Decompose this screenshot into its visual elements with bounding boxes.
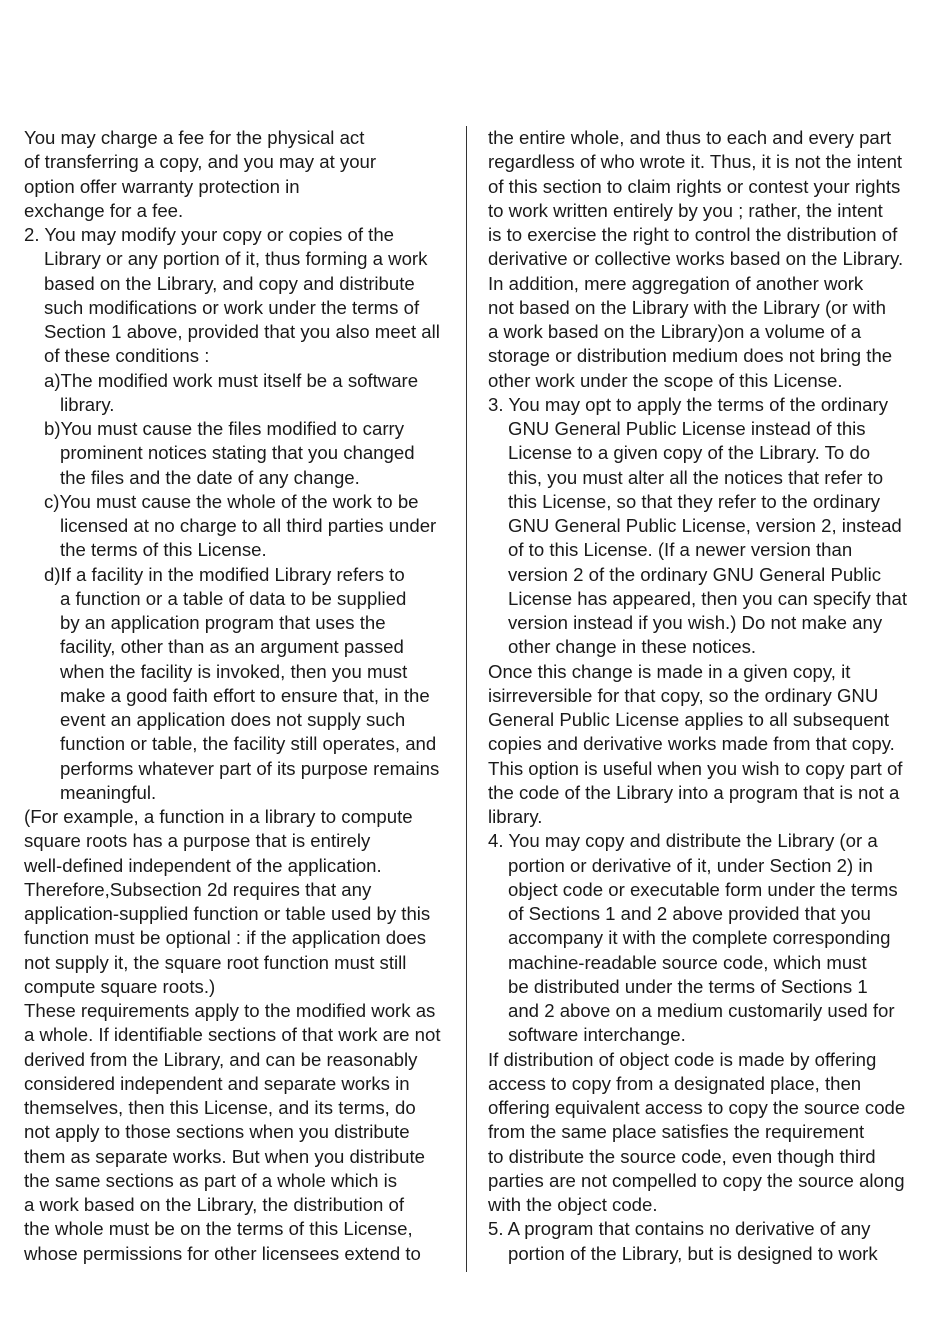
- text-line: These requirements apply to the modified work as: [24, 1000, 436, 1021]
- text-line: to work written entirely by you ; rather, the intent: [488, 199, 883, 221]
- text-line: b)You must cause the files modified to carry: [44, 418, 404, 439]
- text-line: to distribute the source code, even though third: [488, 1145, 876, 1167]
- text-line: of this section to claim rights or contest your rights: [488, 175, 901, 197]
- text-line: application-supplied function or table used by this: [24, 903, 431, 924]
- text-line: from the same place satisfies the requirement: [488, 1121, 865, 1143]
- text-line: the same sections as part of a whole which is: [24, 1169, 398, 1191]
- text-line: of to this License. (If a newer version than: [508, 539, 853, 561]
- text-line: performs whatever part of its purpose remains: [60, 757, 440, 779]
- text-line: the code of the Library into a program that is not a: [488, 781, 900, 803]
- text-line: not apply to those sections when you distribute: [24, 1121, 410, 1143]
- text-line: facility, other than as an argument passed: [60, 636, 404, 658]
- text-line: of Sections 1 and 2 above provided that you: [508, 903, 871, 924]
- column-divider: [466, 126, 467, 1272]
- text-line: 4. You may copy and distribute the Library (or a: [488, 830, 878, 852]
- text-line: function must be optional : if the application does: [24, 927, 427, 949]
- text-line: and 2 above on a medium customarily used for: [508, 1000, 895, 1021]
- text-line: be distributed under the terms of Sections 1: [508, 975, 868, 997]
- text-line: based on the Library, and copy and distribute: [44, 272, 415, 294]
- text-line: storage or distribution medium does not bring the: [488, 345, 893, 367]
- text-line: License has appeared, then you can specify that: [508, 587, 908, 609]
- text-line: a work based on the Library)on a volume of a: [488, 321, 862, 342]
- text-line: derivative or collective works based on the Library.: [488, 248, 904, 270]
- text-line: Section 1 above, provided that you also meet all: [44, 321, 440, 342]
- text-line: parties are not compelled to copy the source along: [488, 1169, 905, 1191]
- text-line: In addition, mere aggregation of another work: [488, 272, 864, 294]
- text-line: option offer warranty protection in: [24, 175, 300, 197]
- text-line: 3. You may opt to apply the terms of the ordinary: [488, 393, 889, 415]
- text-line: copies and derivative works made from that copy.: [488, 733, 895, 755]
- text-line: Once this change is made in a given copy, it: [488, 660, 851, 682]
- text-line: library.: [488, 806, 543, 827]
- text-line: when the facility is invoked, then you must: [60, 660, 408, 682]
- right-column: [488, 126, 928, 1266]
- text-line: of these conditions :: [44, 345, 210, 367]
- text-line: access to copy from a designated place, then: [488, 1072, 862, 1094]
- text-line: machine-readable source code, which must: [508, 951, 867, 973]
- text-line: event an application does not supply such: [60, 709, 406, 730]
- text-line: compute square roots.): [24, 975, 216, 997]
- text-line: version 2 of the ordinary GNU General Public: [508, 563, 882, 585]
- text-line: meaningful.: [60, 781, 157, 803]
- text-line: Therefore,Subsection 2d requires that any: [24, 878, 372, 900]
- text-line: 5. A program that contains no derivative of any: [488, 1218, 871, 1240]
- text-line: considered independent and separate works in: [24, 1072, 410, 1094]
- text-line: the entire whole, and thus to each and every part: [488, 127, 892, 148]
- text-line: whose permissions for other licensees extend to: [24, 1242, 421, 1264]
- text-line: General Public License applies to all subsequent: [488, 709, 890, 730]
- text-line: 2. You may modify your copy or copies of the: [24, 224, 395, 245]
- text-line: not supply it, the square root function must still: [24, 951, 407, 973]
- text-line: themselves, then this License, and its terms, do: [24, 1097, 416, 1118]
- text-line: make a good faith effort to ensure that, in the: [60, 684, 430, 706]
- text-line: such modifications or work under the terms of: [44, 296, 420, 318]
- text-line: exchange for a fee.: [24, 199, 184, 221]
- text-line: portion of the Library, but is designed to work: [508, 1242, 878, 1264]
- text-line: a function or a table of data to be supplied: [60, 587, 407, 609]
- text-line: License to a given copy of the Library. To do: [508, 442, 871, 464]
- text-line: This option is useful when you wish to copy part of: [488, 757, 903, 779]
- text-line: accompany it with the complete corresponding: [508, 927, 891, 949]
- text-line: a work based on the Library, the distribution of: [24, 1194, 405, 1215]
- text-line: well-defined independent of the application.: [24, 854, 382, 876]
- text-line: this, you must alter all the notices that refer to: [508, 466, 884, 488]
- text-line: licensed at no charge to all third parties under: [60, 515, 437, 536]
- text-line: You may charge a fee for the physical act: [24, 127, 365, 148]
- text-line: offering equivalent access to copy the source code: [488, 1097, 906, 1118]
- text-line: If distribution of object code is made by offering: [488, 1048, 877, 1070]
- text-line: with the object code.: [488, 1194, 658, 1215]
- text-line: this License, so that they refer to the ordinary: [508, 490, 881, 512]
- text-line: them as separate works. But when you distribute: [24, 1145, 426, 1167]
- text-line: regardless of who wrote it. Thus, it is not the intent: [488, 151, 903, 173]
- text-line: derived from the Library, and can be reasonably: [24, 1048, 418, 1070]
- text-line: c)You must cause the whole of the work to be: [44, 490, 419, 512]
- text-line: function or table, the facility still operates, and: [60, 733, 437, 755]
- text-line: Library or any portion of it, thus forming a work: [44, 248, 428, 270]
- text-line: the whole must be on the terms of this License,: [24, 1218, 413, 1240]
- text-line: (For example, a function in a library to compute: [24, 806, 413, 827]
- text-line: the files and the date of any change.: [60, 466, 360, 488]
- text-line: square roots has a purpose that is entirely: [24, 830, 371, 852]
- text-line: by an application program that uses the: [60, 612, 386, 633]
- text-line: version instead if you wish.) Do not make any: [508, 612, 883, 633]
- text-line: of transferring a copy, and you may at your: [24, 151, 377, 173]
- text-line: is to exercise the right to control the distribution of: [488, 224, 898, 245]
- text-line: other change in these notices.: [508, 636, 757, 658]
- left-column: [24, 126, 454, 1266]
- text-line: d)If a facility in the modified Library refers to: [44, 563, 405, 585]
- text-line: a)The modified work must itself be a software: [44, 369, 419, 391]
- text-line: prominent notices stating that you changed: [60, 442, 415, 464]
- text-line: GNU General Public License instead of this: [508, 418, 866, 439]
- text-line: not based on the Library with the Library (or with: [488, 296, 886, 318]
- text-line: a whole. If identifiable sections of that work are not: [24, 1024, 441, 1046]
- text-line: software interchange.: [508, 1024, 686, 1046]
- text-line: GNU General Public License, version 2, instead: [508, 515, 902, 536]
- text-line: library.: [60, 393, 115, 415]
- text-line: the terms of this License.: [60, 539, 267, 561]
- text-line: other work under the scope of this License.: [488, 369, 843, 391]
- text-line: portion or derivative of it, under Section 2) in: [508, 854, 873, 876]
- text-line: object code or executable form under the terms: [508, 878, 898, 900]
- text-line: isirreversible for that copy, so the ordinary GNU: [488, 684, 879, 706]
